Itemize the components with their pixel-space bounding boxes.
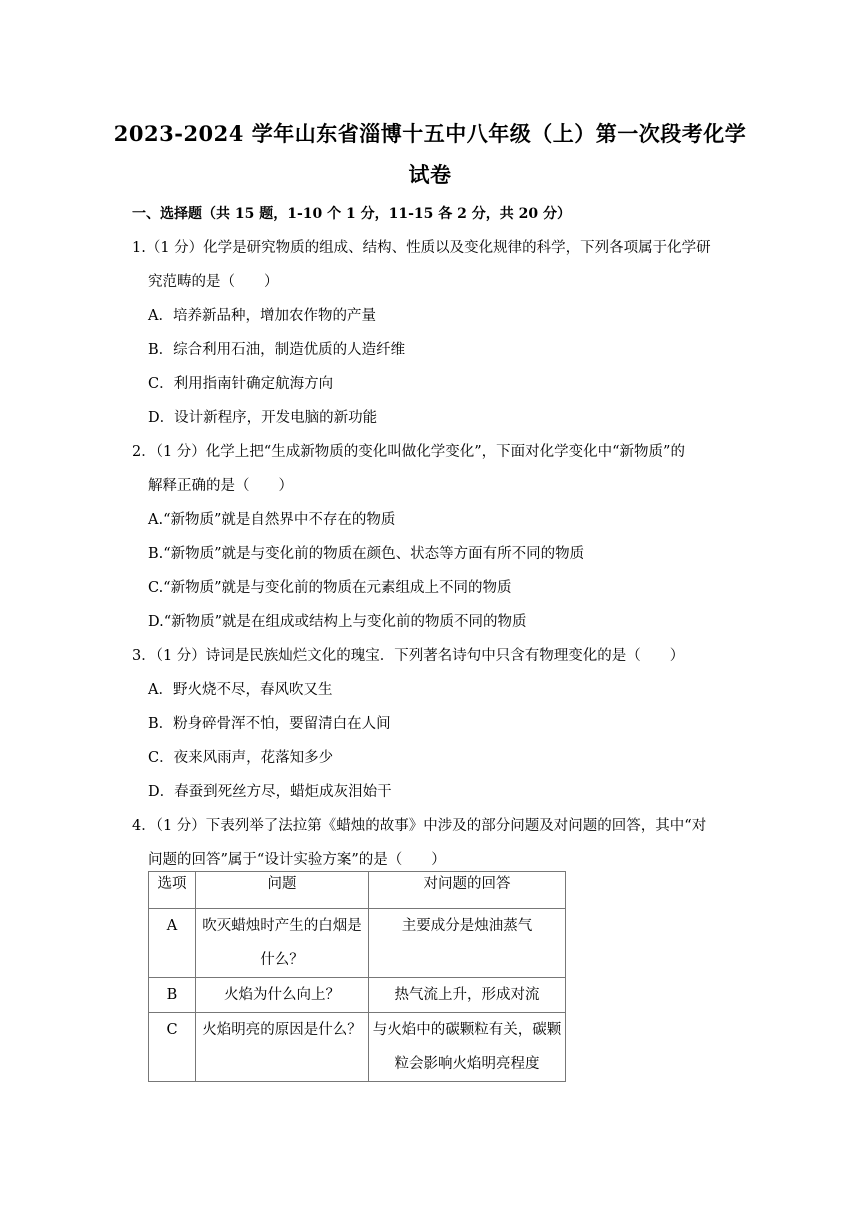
q2-stem-line-2: 解释正确的是（ ） <box>148 478 293 494</box>
q3-option-a: A．野火烧不尽，春风吹又生 <box>148 682 333 698</box>
row-c-answer-line-2: 粒会影响火焰明亮程度 <box>394 1056 540 1072</box>
row-a-question-line-2: 什么？ <box>260 952 304 968</box>
q2-option-c: C.“新物质”就是与变化前的物质在元素组成上不同的物质 <box>148 580 512 596</box>
table-row <box>149 909 566 978</box>
row-b-question-line-1: 火焰为什么向上？ <box>224 987 340 1003</box>
q4-stem-line-1: 4．（1 分）下表列举了法拉第《蜡烛的故事》中涉及的部分问题及对问题的回答，其中“对 <box>132 818 707 834</box>
q1-option-c: C．利用指南针确定航海方向 <box>148 376 334 392</box>
exam-title-line-2: 试卷 <box>408 162 452 187</box>
q3-option-b: B．粉身碎骨浑不怕，要留清白在人间 <box>148 716 391 732</box>
q1-stem-line-1: 1.（1 分）化学是研究物质的组成、结构、性质以及变化规律的科学，下列各项属于化学研 <box>132 240 711 256</box>
section-heading: 一、选择题（共 15 题，1-10 个 1 分，11-15 各 2 分，共 20 分） <box>132 206 571 222</box>
q4-table <box>148 871 566 1082</box>
table-row <box>149 978 566 1013</box>
table-header-question: 问题 <box>196 872 369 909</box>
row-b-answer-line-1: 热气流上升，形成对流 <box>394 987 540 1003</box>
q3-stem-line-1: 3．（1 分）诗词是民族灿烂文化的瑰宝．下列著名诗句中只含有物理变化的是（ ） <box>132 648 685 664</box>
row-a-answer-line-1: 主要成分是烛油蒸气 <box>401 918 533 934</box>
q1-stem-line-2: 究范畴的是（ ） <box>148 274 279 290</box>
table-row <box>149 1013 566 1082</box>
table-header-row <box>149 872 566 909</box>
row-a-question-line-1: 吹灭蜡烛时产生的白烟是 <box>202 918 362 934</box>
q2-option-b: B.“新物质”就是与变化前的物质在颜色、状态等方面有所不同的物质 <box>148 546 585 562</box>
q2-option-d: D.“新物质”就是在组成或结构上与变化前的物质不同的物质 <box>148 614 527 630</box>
table-header-answer: 对问题的回答 <box>369 872 566 909</box>
row-c-option: C <box>166 1022 178 1038</box>
q3-option-d: D．春蚕到死丝方尽，蜡炬成灰泪始干 <box>148 784 392 800</box>
table-header-option: 选项 <box>149 872 196 909</box>
q2-option-a: A.“新物质”就是自然界中不存在的物质 <box>148 512 396 528</box>
row-b-option: B <box>166 987 178 1003</box>
q1-option-b: B．综合利用石油，制造优质的人造纤维 <box>148 342 406 358</box>
row-c-answer-line-1: 与火焰中的碳颗粒有关，碳颗 <box>372 1022 562 1038</box>
q1-option-a: A．培养新品种，增加农作物的产量 <box>148 308 376 324</box>
exam-title-line-1: 2023-2024 学年山东省淄博十五中八年级（上）第一次段考化学 <box>113 121 747 146</box>
row-c-question-line-1: 火焰明亮的原因是什么？ <box>202 1022 362 1038</box>
q1-option-d: D．设计新程序，开发电脑的新功能 <box>148 410 378 426</box>
q4-stem-line-2: 问题的回答”属于“设计实验方案”的是（ ） <box>148 852 446 868</box>
row-a-option: A <box>166 918 178 934</box>
q2-stem-line-1: 2．（1 分）化学上把“生成新物质的变化叫做化学变化”，下面对化学变化中“新物质”的 <box>132 444 685 460</box>
q3-option-c: C．夜来风雨声，花落知多少 <box>148 750 334 766</box>
